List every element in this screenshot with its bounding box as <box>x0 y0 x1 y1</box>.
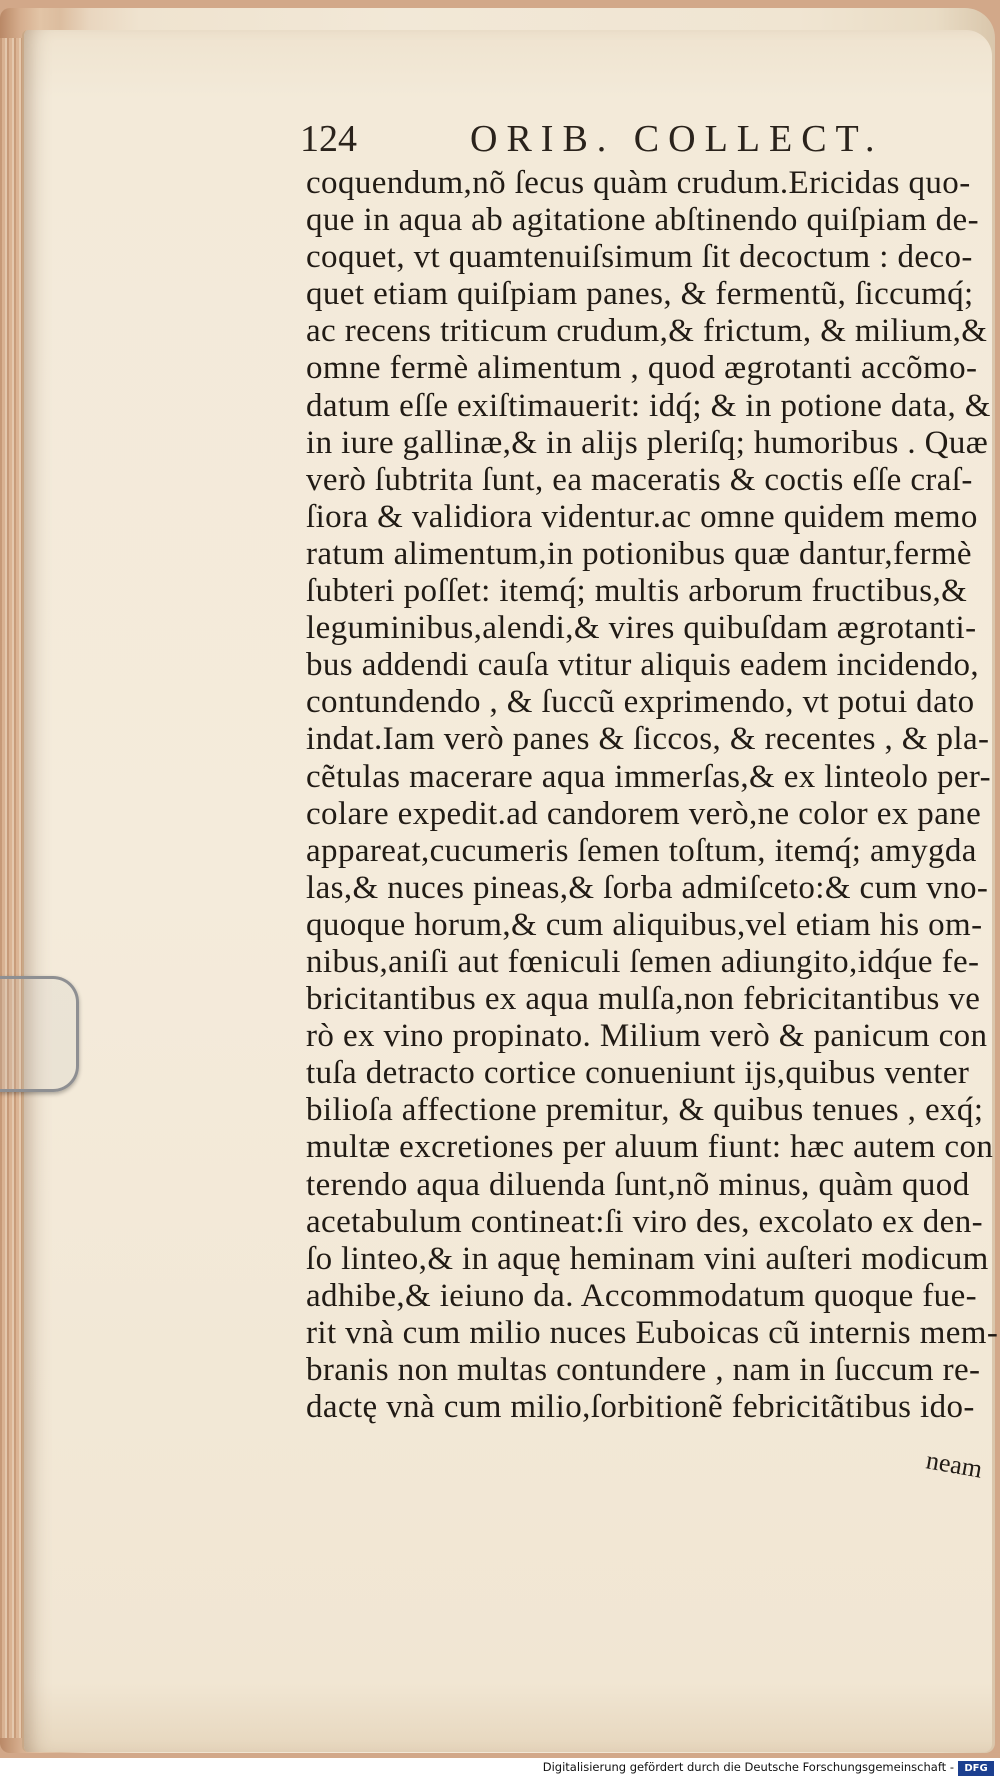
text-line: verò ſubtrita ſunt, ea maceratis & coctis eſſe craſ- <box>306 461 973 498</box>
running-head <box>300 113 920 165</box>
text-line: coquet, vt quamtenuiſsimum ſit decoctum : deco- <box>306 239 973 276</box>
digitization-footer <box>0 1758 1000 1781</box>
text-line: in iure gallinæ,& in alijs pleriſq; humoribus . Quæ <box>306 424 989 461</box>
text-line: rò ex vino propinato. Milium verò & panicum con <box>306 1018 988 1055</box>
text-line: contundendo , & ſuccũ exprimendo, vt potui dato <box>306 684 975 721</box>
text-line: ſubteri poſſet: itemq́; multis arborum fructibus,& <box>306 573 968 610</box>
text-line: datum eſſe exiſtimauerit: idq́; & in potione data, & <box>306 387 991 424</box>
dfg-logo: DFG <box>958 1761 994 1776</box>
text-line: bilioſa affectione premitur, & quibus tenues , exq́; <box>306 1092 984 1129</box>
text-line: tuſa detracto cortice conueniunt ijs,quibus venter <box>306 1055 970 1092</box>
text-line: dactę vnà cum milio,ſorbitionẽ febricitãtibus ido- <box>306 1389 975 1426</box>
running-title: ORIB. COLLECT. <box>470 118 884 160</box>
text-line: ac recens triticum crudum,& frictum, & milium,& <box>306 313 988 350</box>
text-line: omne fermè alimentum , quod ægrotanti accõmo- <box>306 350 978 387</box>
text-line: adhibe,& ieiuno da. Accommodatum quoque fue- <box>306 1277 978 1314</box>
text-line: quet etiam quiſpiam panes, & fermentũ, ſiccumq́; <box>306 276 974 313</box>
funding-credit: Digitalisierung gefördert durch die Deutsche Forschungsgemeinschaft - <box>542 1760 954 1774</box>
text-line: leguminibus,alendi,& vires quibuſdam ægrotanti- <box>306 610 977 647</box>
text-line: branis non multas contundere , nam in ſuccum re- <box>306 1352 981 1388</box>
text-line: rit vnà cum milio nuces Euboicas cũ internis mem- <box>306 1314 999 1351</box>
text-line: coquendum,nõ ſecus quàm crudum.Ericidas quo- <box>306 165 971 201</box>
text-line: bricitantibus ex aqua mulſa,non febricitantibus ve <box>306 981 981 1018</box>
page-clip <box>0 976 79 1092</box>
text-line: indat.Iam verò panes & ſiccos, & recentes , & pla- <box>306 721 990 758</box>
text-line: ſiora & validiora videntur.ac omne quidem memo <box>306 498 978 535</box>
page-number: 124 <box>300 118 357 160</box>
text-line: las,& nuces pineas,& ſorba admiſceto:& cum vno- <box>306 869 989 906</box>
text-line: ratum alimentum,in potionibus quæ dantur,fermè <box>306 535 972 572</box>
text-line: terendo aqua diluenda ſunt,nõ minus, quàm quod <box>306 1166 970 1203</box>
text-line: ſo linteo,& in aquę heminam vini auſteri modicum <box>306 1240 989 1277</box>
text-line: que in aqua ab agitatione abſtinendo quiſpiam de- <box>306 202 979 239</box>
body-text <box>306 165 998 1426</box>
text-line: acetabulum contineat:ſi viro des, excolato ex den- <box>306 1203 984 1240</box>
text-line: colare expedit.ad candorem verò,ne color ex pane <box>306 795 982 832</box>
text-line: bus addendi cauſa vtitur aliquis eadem incidendo, <box>306 647 979 684</box>
text-line: multæ excretiones per aluum fiunt: hæc autem con <box>306 1129 994 1166</box>
catchword: neam <box>923 1445 985 1484</box>
text-line: appareat,cucumeris ſemen toſtum, itemq́; amygda <box>306 832 977 869</box>
text-line: nibus,aniſi aut fœniculi ſemen adiungito,idq́ue fe- <box>306 943 980 980</box>
text-line: quoque horum,& cum aliquibus,vel etiam his om- <box>306 906 983 943</box>
text-line: cẽtulas macerare aqua immerſas,& ex linteolo per- <box>306 758 992 795</box>
